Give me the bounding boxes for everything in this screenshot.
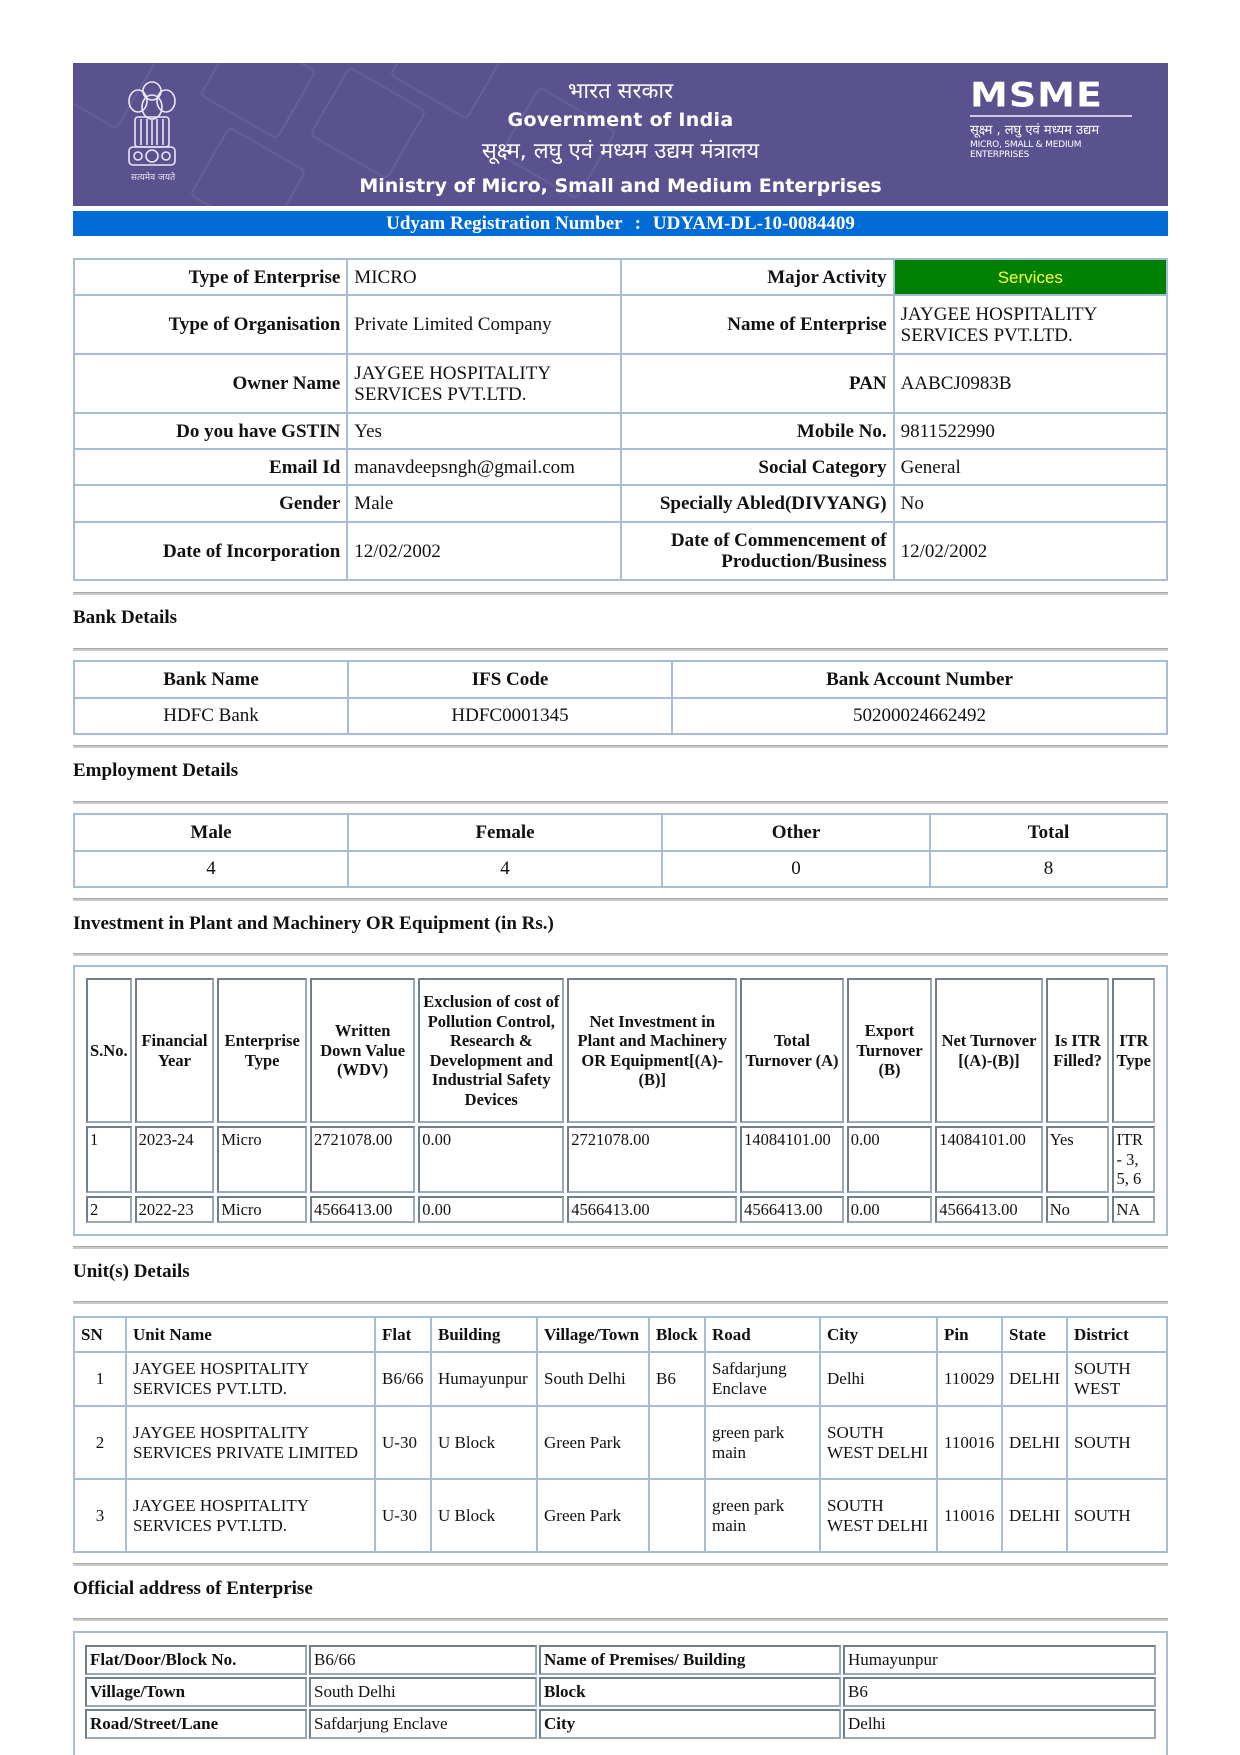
value-social-category: General [894,449,1167,485]
cell-itr-type: ITR - 3, 5, 6 [1112,1126,1155,1193]
header-city: City [820,1317,937,1352]
label-gstin: Do you have GSTIN [74,413,347,449]
value-account-number: 50200024662492 [672,698,1167,734]
msme-logo-english: MICRO, SMALL & MEDIUM ENTERPRISES [970,140,1082,160]
cell-total-turnover: 4566413.00 [740,1196,844,1224]
cell-district: SOUTH [1067,1479,1167,1552]
header-total-turnover: Total Turnover (A) [740,978,844,1123]
value-flat-door-block: B6/66 [309,1645,537,1675]
header-unit-name: Unit Name [126,1317,375,1352]
header-banner [73,63,1168,206]
cell-city: SOUTH WEST DELHI [820,1406,937,1479]
divider [73,898,1168,901]
cell-net-turnover: 4566413.00 [935,1196,1042,1224]
value-premises-building: Humayunpur [843,1645,1156,1675]
msme-logo-hindi: सूक्ष्म , लघु एवं मध्यम उद्यम [970,123,1100,138]
header-itr-filled: Is ITR Filled? [1046,978,1110,1123]
label-email: Email Id [74,449,347,485]
value-other: 0 [662,851,930,887]
value-major-activity-badge: Services [894,259,1167,295]
header-wdv: Written Down Value (WDV) [310,978,415,1123]
official-address-table [83,1643,1158,1741]
cell-itr-type: NA [1112,1196,1155,1224]
cell-road: green park main [705,1479,820,1552]
cell-total-turnover: 14084101.00 [740,1126,844,1193]
cell-financial-year: 2023-24 [135,1126,215,1193]
value-road-street-lane: Safdarjung Enclave [309,1709,537,1739]
table-row [74,295,1167,354]
label-type-of-enterprise: Type of Enterprise [74,259,347,295]
cell-net-investment: 2721078.00 [567,1126,737,1193]
msme-logo-rule [970,115,1132,117]
value-pan: AABCJ0983B [894,354,1167,413]
value-name-of-enterprise: JAYGEE HOSPITALITY SERVICES PVT.LTD. [894,295,1167,354]
label-city: City [539,1709,841,1739]
value-type-of-organisation: Private Limited Company [347,295,621,354]
cell-block: B6 [649,1352,705,1406]
cell-city: SOUTH WEST DELHI [820,1479,937,1552]
header-net-investment: Net Investment in Plant and Machinery OR Equipment[(A)-(B)] [567,978,737,1123]
label-specially-abled: Specially Abled(DIVYANG) [621,485,894,522]
table-row [86,1196,1155,1224]
label-pan: PAN [621,354,894,413]
cell-state: DELHI [1002,1479,1067,1552]
cell-village-town: Green Park [537,1479,649,1552]
value-specially-abled: No [894,485,1167,522]
header-state: State [1002,1317,1067,1352]
divider [73,801,1168,804]
label-name-of-enterprise: Name of Enterprise [621,295,894,354]
msme-logo [970,77,1140,160]
header-total: Total [930,814,1167,851]
table-header-row [74,1317,1167,1352]
section-title-bank: Bank Details [73,607,177,628]
cell-unit-name: JAYGEE HOSPITALITY SERVICES PVT.LTD. [126,1352,375,1406]
cell-block [649,1406,705,1479]
header-building: Building [431,1317,537,1352]
divider [73,1301,1168,1304]
cell-block [649,1479,705,1552]
header-sn: SN [74,1317,126,1352]
cell-sn: 3 [74,1479,126,1552]
cell-enterprise-type: Micro [217,1196,307,1224]
cell-export-turnover: 0.00 [847,1196,933,1224]
header-financial-year: Financial Year [135,978,215,1123]
cell-wdv: 4566413.00 [310,1196,415,1224]
cell-state: DELHI [1002,1352,1067,1406]
table-header-row [74,661,1167,698]
value-bank-name: HDFC Bank [74,698,348,734]
table-row [74,354,1167,413]
enterprise-details-table [73,258,1168,581]
banner-hindi-gov: भारत सरकार [567,79,674,104]
header-enterprise-type: Enterprise Type [217,978,307,1123]
value-village-town: South Delhi [309,1677,537,1707]
cell-net-investment: 4566413.00 [567,1196,737,1224]
value-owner-name: JAYGEE HOSPITALITY SERVICES PVT.LTD. [347,354,621,413]
registration-number: UDYAM-DL-10-0084409 [652,213,855,234]
header-district: District [1067,1317,1167,1352]
investment-box [73,965,1168,1236]
cell-city: Delhi [820,1352,937,1406]
table-row [74,259,1167,295]
value-ifs-code: HDFC0001345 [348,698,672,734]
header-male: Male [74,814,348,851]
value-gender: Male [347,485,621,522]
banner-hindi-ministry: सूक्ष्म, लघु एवं मध्यम उद्यम मंत्रालय [481,139,760,164]
value-date-of-commencement: 12/02/2002 [894,522,1167,580]
bank-details-table [73,660,1168,735]
employment-details-table [73,813,1168,888]
cell-building: U Block [431,1406,537,1479]
header-account-number: Bank Account Number [672,661,1167,698]
cell-sno: 2 [86,1196,132,1224]
header-sno: S.No. [86,978,132,1123]
table-row [85,1645,1156,1675]
value-email: manavdeepsngh@gmail.com [347,449,621,485]
divider [73,1246,1168,1249]
cell-building: Humayunpur [431,1352,537,1406]
table-row [86,1126,1155,1193]
cell-export-turnover: 0.00 [847,1126,933,1193]
label-date-of-commencement: Date of Commencement of Production/Business [621,522,894,580]
header-export-turnover: Export Turnover (B) [847,978,933,1123]
cell-flat: U-30 [375,1479,431,1552]
label-major-activity: Major Activity [621,259,894,295]
header-village-town: Village/Town [537,1317,649,1352]
value-type-of-enterprise: MICRO [347,259,621,295]
label-social-category: Social Category [621,449,894,485]
cell-flat: B6/66 [375,1352,431,1406]
section-title-units: Unit(s) Details [73,1261,190,1282]
label-flat-door-block: Flat/Door/Block No. [85,1645,307,1675]
value-mobile: 9811522990 [894,413,1167,449]
section-title-official-address: Official address of Enterprise [73,1578,313,1599]
cell-unit-name: JAYGEE HOSPITALITY SERVICES PRIVATE LIMITED [126,1406,375,1479]
cell-flat: U-30 [375,1406,431,1479]
cell-sn: 1 [74,1352,126,1406]
label-type-of-organisation: Type of Organisation [74,295,347,354]
section-title-employment: Employment Details [73,760,239,781]
banner-ministry-name: Ministry of Micro, Small and Medium Enterprises [359,175,882,197]
divider [73,1563,1168,1566]
cell-village-town: Green Park [537,1406,649,1479]
registration-separator: : [634,213,641,234]
cell-itr-filled: Yes [1046,1126,1110,1193]
label-premises-building: Name of Premises/ Building [539,1645,841,1675]
emblem-motto: सत्यमेव जयते [130,173,176,183]
table-row [74,413,1167,449]
table-row [74,449,1167,485]
table-row [74,1479,1167,1552]
header-ifs-code: IFS Code [348,661,672,698]
table-header-row [86,978,1155,1123]
table-row [74,522,1167,580]
banner-government-of-india: Government of India [507,109,734,131]
udyam-certificate-page [73,63,1168,1755]
value-gstin: Yes [347,413,621,449]
header-bank-name: Bank Name [74,661,348,698]
header-itr-type: ITR Type [1112,978,1155,1123]
value-date-of-incorporation: 12/02/2002 [347,522,621,580]
cell-unit-name: JAYGEE HOSPITALITY SERVICES PVT.LTD. [126,1479,375,1552]
cell-net-turnover: 14084101.00 [935,1126,1042,1193]
value-city: Delhi [843,1709,1156,1739]
table-row [74,485,1167,522]
divider [73,592,1168,595]
label-road-street-lane: Road/Street/Lane [85,1709,307,1739]
cell-state: DELHI [1002,1406,1067,1479]
cell-road: Safdarjung Enclave [705,1352,820,1406]
table-row [85,1677,1156,1707]
cell-wdv: 2721078.00 [310,1126,415,1193]
header-female: Female [348,814,662,851]
registration-label: Udyam Registration Number [386,213,623,234]
divider [73,953,1168,956]
cell-road: green park main [705,1406,820,1479]
table-row [74,698,1167,734]
label-gender: Gender [74,485,347,522]
header-road: Road [705,1317,820,1352]
value-male: 4 [74,851,348,887]
value-female: 4 [348,851,662,887]
header-other: Other [662,814,930,851]
cell-village-town: South Delhi [537,1352,649,1406]
header-net-turnover: Net Turnover [(A)-(B)] [935,978,1042,1123]
table-row [85,1709,1156,1739]
label-village-town: Village/Town [85,1677,307,1707]
table-header-row [74,814,1167,851]
official-address-box [73,1631,1168,1755]
cell-itr-filled: No [1046,1196,1110,1224]
cell-pin: 110029 [937,1352,1002,1406]
label-owner-name: Owner Name [74,354,347,413]
cell-financial-year: 2022-23 [135,1196,215,1224]
divider [73,745,1168,748]
msme-logo-word: MSME [970,75,1103,115]
cell-exclusion-cost: 0.00 [418,1126,564,1193]
divider [73,648,1168,651]
divider [73,1618,1168,1621]
cell-exclusion-cost: 0.00 [418,1196,564,1224]
value-block: B6 [843,1677,1156,1707]
section-title-investment: Investment in Plant and Machinery OR Equipment (in Rs.) [73,913,554,934]
header-flat: Flat [375,1317,431,1352]
cell-district: SOUTH WEST [1067,1352,1167,1406]
label-mobile: Mobile No. [621,413,894,449]
cell-pin: 110016 [937,1479,1002,1552]
unit-details-table [73,1316,1168,1553]
label-date-of-incorporation: Date of Incorporation [74,522,347,580]
header-exclusion-cost: Exclusion of cost of Pollution Control, Research & Development and Industrial Safety Devices [418,978,564,1123]
table-row [74,1352,1167,1406]
registration-number-bar [73,211,1168,236]
label-block: Block [539,1677,841,1707]
header-block: Block [649,1317,705,1352]
cell-sno: 1 [86,1126,132,1193]
cell-building: U Block [431,1479,537,1552]
cell-sn: 2 [74,1406,126,1479]
cell-pin: 110016 [937,1406,1002,1479]
investment-table [83,975,1158,1226]
value-total: 8 [930,851,1167,887]
cell-enterprise-type: Micro [217,1126,307,1193]
table-row [74,851,1167,887]
cell-district: SOUTH [1067,1406,1167,1479]
table-row [74,1406,1167,1479]
header-pin: Pin [937,1317,1002,1352]
